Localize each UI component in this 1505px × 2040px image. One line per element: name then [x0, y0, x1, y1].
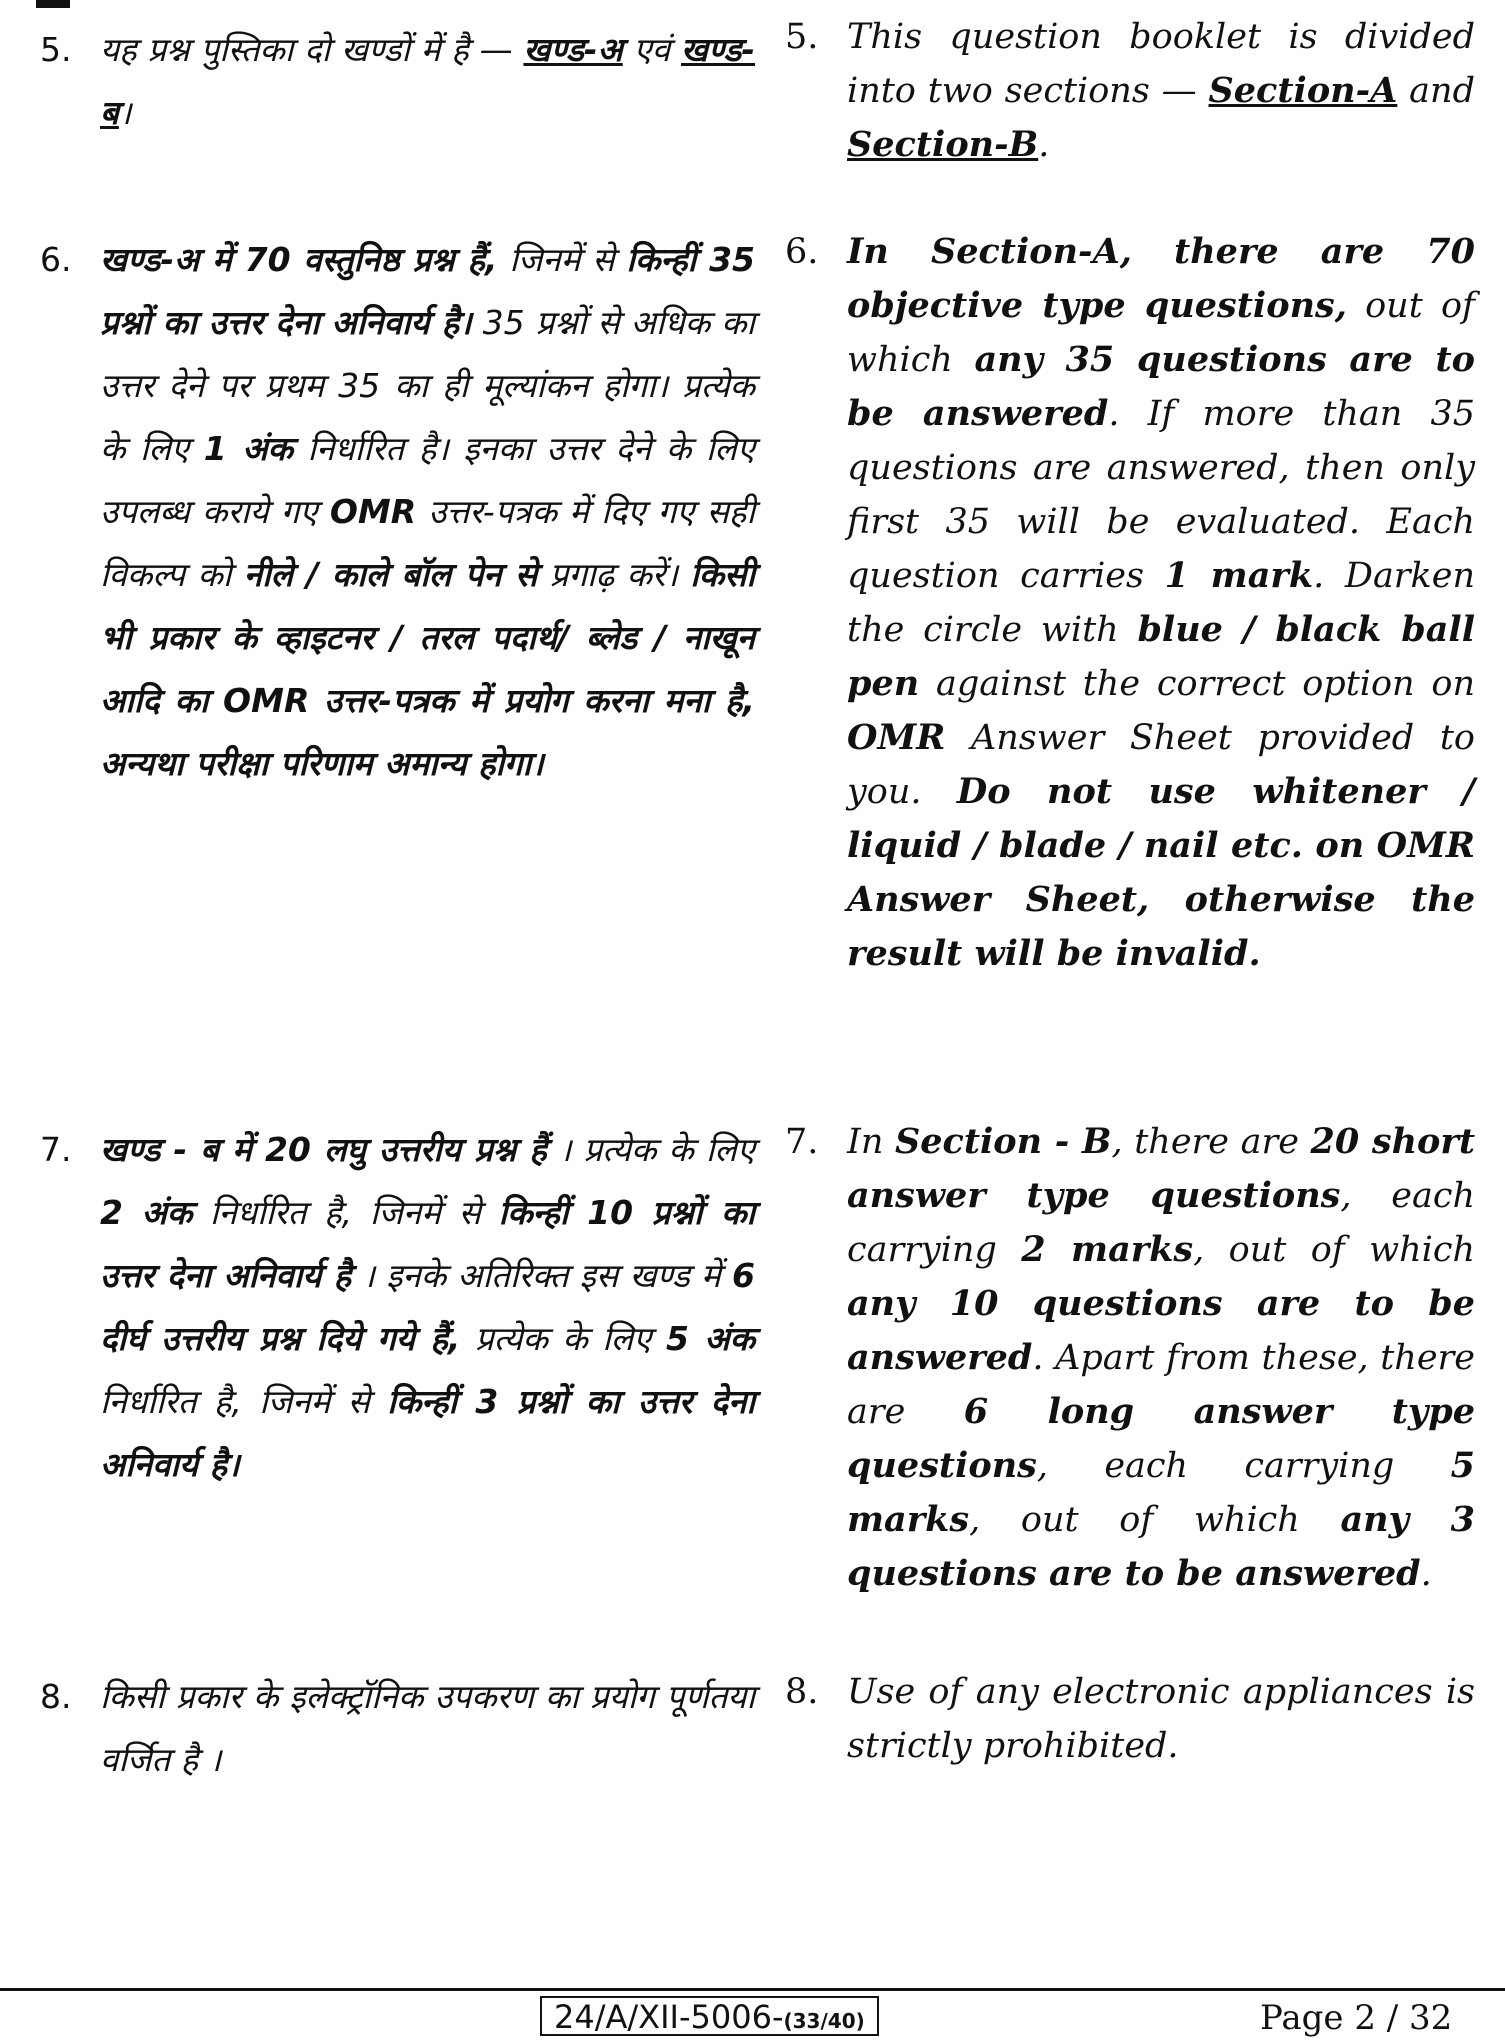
text-run: , each carrying [1036, 1446, 1451, 1486]
bold-run: any 35 questions are to be answered [847, 339, 1475, 434]
text-run: । [118, 93, 132, 132]
text-run: , out of which [969, 1500, 1341, 1540]
text-run: Answer Sheet provided to you. [847, 718, 1475, 812]
section-b-label: Section-B [847, 124, 1039, 165]
instruction-5-english [785, 10, 1475, 172]
instruction-text: किसी प्रकार के इलेक्ट्रॉनिक उपकरण का प्रयोग पूर्णतया वर्जित है । [100, 1677, 755, 1779]
text-run: । इनके अतिरिक्त इस खण्ड में [351, 1256, 733, 1295]
text-run: निर्धारित है। इनका उत्तर देने के लिए उपलब्ध कराये गए [100, 429, 755, 531]
bold-run: 1 mark [1164, 555, 1314, 596]
text-run: against the correct option on [919, 664, 1475, 704]
text-run: . [1038, 125, 1050, 165]
text-run: प्रगाढ़ करें। [537, 555, 691, 594]
instruction-text [100, 1118, 755, 1496]
text-run: . [1420, 1554, 1432, 1594]
instruction-8-hindi [40, 1665, 755, 1791]
text-run: . Darken the circle with [847, 556, 1475, 650]
instruction-number: 7. [785, 1122, 819, 1162]
bold-run: 5 अंक [665, 1319, 755, 1358]
instruction-number: 8. [40, 1677, 72, 1716]
bold-run: खण्ड-अ में 70 वस्तुनिष्ठ प्रश्न हैं, [100, 240, 498, 279]
instruction-text [847, 10, 1475, 172]
instruction-number: 6. [785, 232, 819, 272]
text-run: । प्रत्येक के लिए [546, 1130, 755, 1169]
bold-run: 5 marks [847, 1445, 1475, 1540]
text-run: In [847, 1122, 895, 1162]
bold-run: खण्ड - ब में 20 लघु उत्तरीय प्रश्न हैं [100, 1130, 547, 1169]
bold-run: किन्हीं 10 प्रश्नों का उत्तर देना अनिवार्य है [100, 1193, 756, 1295]
instruction-number: 6. [40, 240, 72, 279]
bold-run: blue / black ball pen [847, 609, 1475, 704]
section-b-label: खण्ड-ब [100, 30, 755, 132]
bold-run: Do not use whitener / liquid / blade / nail etc. on OMR Answer Sheet, otherwise the result will be invalid. [847, 771, 1476, 974]
instruction-text [847, 1115, 1475, 1601]
bold-run: In Section-A, there are 70 objective type questions, [847, 231, 1475, 326]
bold-run: any 10 questions are to be answered [847, 1283, 1475, 1378]
text-run: . Apart from these, there are [847, 1338, 1475, 1432]
text-run: प्रत्येक के लिए [460, 1319, 666, 1358]
text-run: एवं [622, 30, 681, 69]
instruction-5-hindi [40, 18, 755, 144]
instruction-6-hindi [40, 228, 755, 795]
instruction-number: 7. [40, 1130, 72, 1169]
bold-run: किन्हीं 3 प्रश्नों का उत्तर देना अनिवार्य है। [100, 1382, 755, 1484]
instruction-7-english [785, 1115, 1475, 1601]
text-run: out of which [847, 286, 1475, 380]
bold-run: 6 long answer type questions [847, 1391, 1475, 1486]
corner-mark [36, 0, 70, 8]
instruction-number: 5. [785, 17, 819, 57]
bold-run: OMR [329, 492, 417, 531]
booklet-code-suffix: (33/40) [783, 2009, 865, 2033]
text-run: 35 प्रश्नों से अधिक का उत्तर देने पर प्रथम 35 का ही मूल्यांकन होगा। प्रत्येक के लिए [100, 303, 755, 468]
section-a-label: Section-A [1208, 70, 1398, 111]
text-run: and [1397, 71, 1475, 111]
instruction-7-hindi [40, 1118, 755, 1496]
bold-run: 2 अंक [100, 1193, 193, 1232]
bold-run: OMR [847, 717, 946, 758]
bold-run: 20 short answer type questions [847, 1121, 1476, 1216]
page-number: Page 2 / 32 [1260, 1998, 1453, 2038]
instruction-text [847, 225, 1475, 981]
instruction-text [100, 18, 755, 144]
text-run: , out of which [1193, 1230, 1475, 1270]
section-a-label: खण्ड-अ [523, 30, 623, 69]
bold-run: किन्हीं 35 प्रश्नों का उत्तर देना अनिवार्य है। [100, 240, 755, 342]
text-run: निर्धारित है, जिनमें से [192, 1193, 499, 1232]
text-run: यह प्रश्न पुस्तिका दो खण्डों में है — [100, 30, 524, 69]
text-run: , each carrying [847, 1176, 1475, 1270]
bold-run: 1 अंक [203, 429, 293, 468]
bold-run: 6 दीर्घ उत्तरीय प्रश्न दिये गये हैं, [100, 1256, 755, 1358]
bold-run: नीले / काले बॉल पेन से [243, 555, 538, 594]
text-run: निर्धारित है, जिनमें से [100, 1382, 388, 1421]
bold-run: Section - B [894, 1121, 1112, 1162]
bold-run: किसी भी प्रकार के व्हाइटनर / तरल पदार्थ/ ब्लेड / नाखून आदि का OMR उत्तर-पत्रक में प्रयोग करना मना है, अन्यथा परीक्षा परिणाम अमान्य होगा। [100, 555, 755, 783]
footer-rule [0, 1988, 1505, 1991]
booklet-code-main: 24/A/XII-5006- [554, 1998, 784, 2036]
instruction-text [100, 228, 755, 795]
booklet-code [540, 1996, 879, 2036]
text-run: This question booklet is divided into two sections — [847, 17, 1475, 111]
text-run: जिनमें से [497, 240, 627, 279]
bold-run: any 3 questions are to be answered [847, 1499, 1476, 1594]
instruction-text: Use of any electronic appliances is strictly prohibited. [847, 1672, 1475, 1766]
text-run: , there are [1111, 1122, 1311, 1162]
instruction-number: 5. [40, 30, 72, 69]
bold-run: 2 marks [1021, 1229, 1194, 1270]
instruction-number: 8. [785, 1672, 819, 1712]
instruction-6-english [785, 225, 1475, 981]
instruction-8-english [785, 1665, 1475, 1773]
text-run: . If more than 35 questions are answered, then only first 35 will be evaluated. Each question carries [847, 394, 1475, 596]
text-run: उत्तर-पत्रक में दिए गए सही विकल्प को [100, 492, 755, 594]
